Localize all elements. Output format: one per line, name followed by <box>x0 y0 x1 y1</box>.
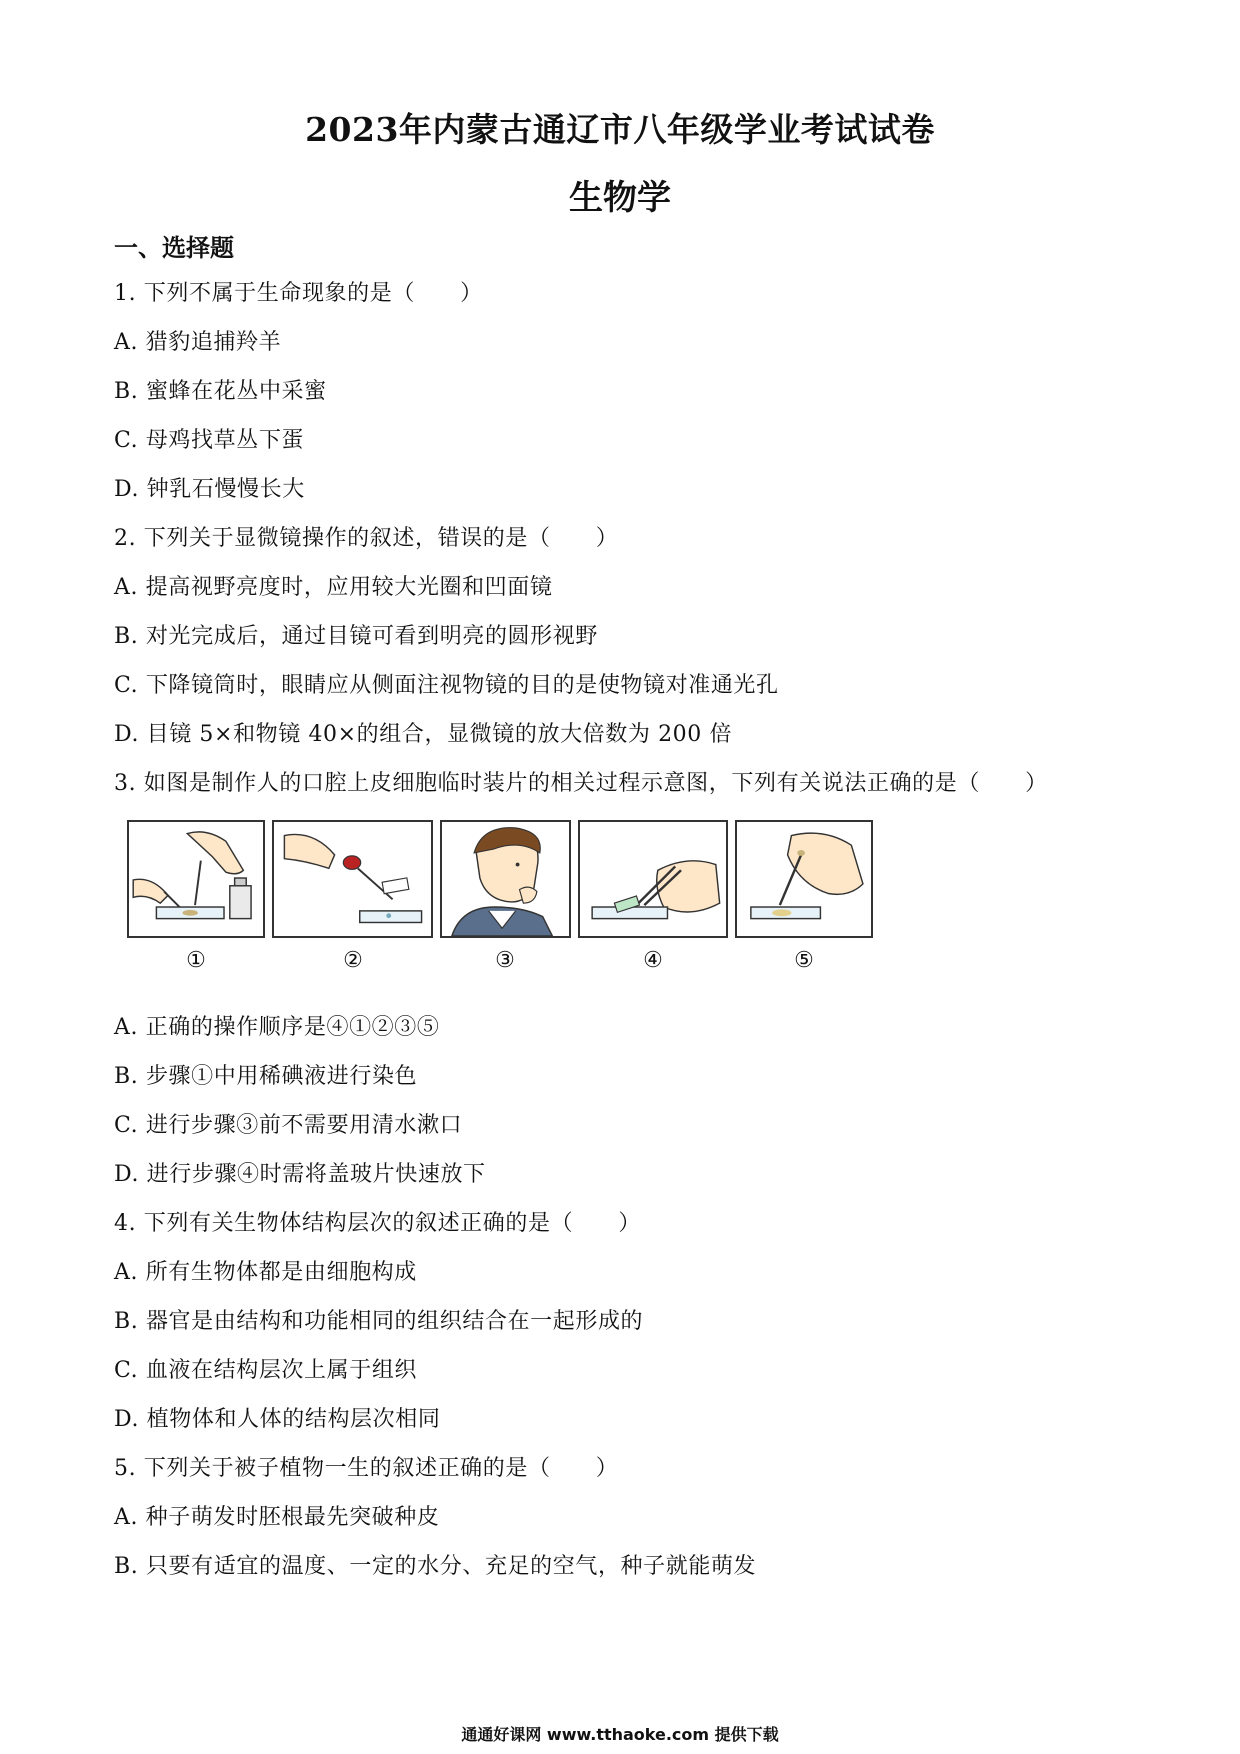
figure-label-4: ④ <box>643 948 663 973</box>
figure-panel-2 <box>272 820 433 938</box>
q5-option-a: A. 种子萌发时胚根最先突破种皮 <box>114 1505 440 1530</box>
q1-option-d: D. 钟乳石慢慢长大 <box>114 477 305 502</box>
q4-option-b: B. 器官是由结构和功能相同的组织结合在一起形成的 <box>114 1309 644 1334</box>
q1-option-b: B. 蜜蜂在花丛中采蜜 <box>114 379 327 404</box>
q2-option-d: D. 目镜 5×和物镜 40×的组合，显微镜的放大倍数为 200 倍 <box>114 722 733 747</box>
question-4-stem: 4. 下列有关生物体结构层次的叙述正确的是（ ） <box>114 1211 641 1236</box>
q2-option-b: B. 对光完成后，通过目镜可看到明亮的圆形视野 <box>114 624 598 649</box>
figure-label-2: ② <box>343 948 363 973</box>
q1-option-a: A. 猎豹追捕羚羊 <box>114 330 282 355</box>
question-5-stem: 5. 下列关于被子植物一生的叙述正确的是（ ） <box>114 1456 619 1481</box>
q4-option-c: C. 血液在结构层次上属于组织 <box>114 1358 418 1383</box>
figure-panel-1 <box>127 820 265 938</box>
figure-panel-3 <box>440 820 571 938</box>
exam-title: 2023年内蒙古通辽市八年级学业考试试卷 <box>305 110 935 149</box>
figure-label-1: ① <box>186 948 206 973</box>
slide-preparation-figure <box>127 820 877 980</box>
footer-source: 通通好课网 www.tthaoke.com 提供下载 <box>461 1725 779 1744</box>
q3-option-c: C. 进行步骤③前不需要用清水漱口 <box>114 1113 463 1138</box>
q4-option-d: D. 植物体和人体的结构层次相同 <box>114 1407 441 1432</box>
question-3-stem: 3. 如图是制作人的口腔上皮细胞临时装片的相关过程示意图，下列有关说法正确的是（ ） <box>114 771 1048 796</box>
q1-option-c: C. 母鸡找草丛下蛋 <box>114 428 305 453</box>
q2-option-c: C. 下降镜筒时，眼睛应从侧面注视物镜的目的是使物镜对准通光孔 <box>114 673 779 698</box>
figure-label-3: ③ <box>495 948 515 973</box>
q5-option-b: B. 只要有适宜的温度、一定的水分、充足的空气，种子就能萌发 <box>114 1554 757 1579</box>
q2-option-a: A. 提高视野亮度时，应用较大光圈和凹面镜 <box>114 575 553 600</box>
section-heading: 一、选择题 <box>114 234 234 262</box>
q3-option-a: A. 正确的操作顺序是④①②③⑤ <box>114 1015 440 1040</box>
q3-option-b: B. 步骤①中用稀碘液进行染色 <box>114 1064 418 1089</box>
figure-panel-4 <box>578 820 728 938</box>
figure-panel-5 <box>735 820 873 938</box>
figure-label-5: ⑤ <box>794 948 814 973</box>
q3-option-d: D. 进行步骤④时需将盖玻片快速放下 <box>114 1162 486 1187</box>
question-2-stem: 2. 下列关于显微镜操作的叙述，错误的是（ ） <box>114 526 619 551</box>
q4-option-a: A. 所有生物体都是由细胞构成 <box>114 1260 417 1285</box>
subject-title: 生物学 <box>569 178 671 218</box>
question-1-stem: 1. 下列不属于生命现象的是（ ） <box>114 281 483 306</box>
